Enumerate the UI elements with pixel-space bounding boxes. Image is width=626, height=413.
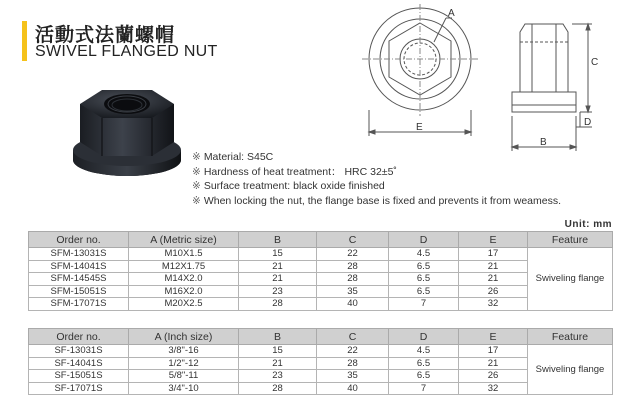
cell-b: 21 <box>239 273 317 286</box>
product-photo <box>66 64 188 186</box>
cell-d: 6.5 <box>389 273 459 286</box>
cell-b: 15 <box>239 345 317 358</box>
cell-order-no: SF-14041S <box>29 357 129 370</box>
col-b: B <box>239 232 317 248</box>
col-e: E <box>459 329 528 345</box>
cell-d: 4.5 <box>389 345 459 358</box>
cell-a: M14X2.0 <box>129 273 239 286</box>
table-header-row <box>29 232 613 248</box>
table-row <box>29 285 613 298</box>
cell-b: 23 <box>239 285 317 298</box>
cell-b: 15 <box>239 248 317 261</box>
cell-order-no: SFM-13031S <box>29 248 129 261</box>
cell-d: 4.5 <box>389 248 459 261</box>
cell-d: 6.5 <box>389 260 459 273</box>
col-d: D <box>389 232 459 248</box>
cell-a: M16X2.0 <box>129 285 239 298</box>
cell-order-no: SF-13031S <box>29 345 129 358</box>
table-row <box>29 273 613 286</box>
table-row <box>29 260 613 273</box>
cell-order-no: SF-17071S <box>29 382 129 395</box>
cell-a: M12X1.75 <box>129 260 239 273</box>
spec-list <box>192 150 561 208</box>
title-accent-bar <box>22 21 27 61</box>
spec-hardness: ※ Hardness of heat treatment： HRC 32±5˚ <box>192 165 397 178</box>
cell-a: M20X2.5 <box>129 298 239 311</box>
table-row <box>29 382 613 395</box>
col-d: D <box>389 329 459 345</box>
metric-size-table <box>28 231 613 311</box>
table-row <box>29 298 613 311</box>
cell-d: 6.5 <box>389 285 459 298</box>
table-header-row <box>29 329 613 345</box>
dim-label-b: B <box>540 137 547 148</box>
table-row <box>29 345 613 358</box>
cell-b: 23 <box>239 370 317 383</box>
cell-c: 35 <box>317 370 389 383</box>
cell-c: 28 <box>317 357 389 370</box>
table-row <box>29 248 613 261</box>
cell-b: 21 <box>239 357 317 370</box>
cell-e: 17 <box>459 345 528 358</box>
cell-a: M10X1.5 <box>129 248 239 261</box>
cell-a: 5/8"-11 <box>129 370 239 383</box>
col-c: C <box>317 329 389 345</box>
cell-d: 7 <box>389 298 459 311</box>
cell-a: 3/4"-10 <box>129 382 239 395</box>
col-c: C <box>317 232 389 248</box>
cell-c: 28 <box>317 260 389 273</box>
cell-c: 28 <box>317 273 389 286</box>
dim-label-a: A <box>448 8 455 19</box>
col-feature: Feature <box>528 232 613 248</box>
cell-order-no: SFM-17071S <box>29 298 129 311</box>
col-a-size: A (Inch size) <box>129 329 239 345</box>
col-e: E <box>459 232 528 248</box>
cell-c: 40 <box>317 382 389 395</box>
cell-d: 6.5 <box>389 370 459 383</box>
cell-e: 21 <box>459 357 528 370</box>
cell-e: 21 <box>459 260 528 273</box>
page-title-chinese: 活動式法蘭螺帽 <box>35 24 176 46</box>
cell-order-no: SFM-14041S <box>29 260 129 273</box>
cell-e: 21 <box>459 273 528 286</box>
page-title-english: SWIVEL FLANGED NUT <box>35 43 218 60</box>
col-a-size: A (Metric size) <box>129 232 239 248</box>
table-row <box>29 357 613 370</box>
cell-e: 17 <box>459 248 528 261</box>
cell-a: 3/8"-16 <box>129 345 239 358</box>
cell-c: 40 <box>317 298 389 311</box>
inch-size-table <box>28 328 613 395</box>
dim-label-e: E <box>416 122 423 133</box>
cell-b: 28 <box>239 382 317 395</box>
cell-b: 28 <box>239 298 317 311</box>
cell-order-no: SF-15051S <box>29 370 129 383</box>
cell-c: 35 <box>317 285 389 298</box>
cell-e: 32 <box>459 298 528 311</box>
cell-order-no: SFM-15051S <box>29 285 129 298</box>
cell-order-no: SFM-14545S <box>29 273 129 286</box>
dim-label-d: D <box>584 117 592 128</box>
technical-drawing <box>362 4 612 154</box>
table-row <box>29 370 613 383</box>
cell-c: 22 <box>317 248 389 261</box>
col-b: B <box>239 329 317 345</box>
cell-d: 6.5 <box>389 357 459 370</box>
cell-feature: Swiveling flange <box>528 248 613 311</box>
cell-e: 32 <box>459 382 528 395</box>
col-feature: Feature <box>528 329 613 345</box>
cell-e: 26 <box>459 285 528 298</box>
spec-locking-note: ※ When locking the nut, the flange base is fixed and prevents it from weamess. <box>192 194 562 207</box>
dim-label-c: C <box>591 57 599 68</box>
spec-surface: ※ Surface treatment: black oxide finished <box>192 180 385 193</box>
cell-c: 22 <box>317 345 389 358</box>
cell-e: 26 <box>459 370 528 383</box>
col-order-no: Order no. <box>29 329 129 345</box>
cell-feature: Swiveling flange <box>528 345 613 395</box>
cell-d: 7 <box>389 382 459 395</box>
cell-a: 1/2"-12 <box>129 357 239 370</box>
unit-label: Unit: mm <box>564 219 612 230</box>
spec-material: ※ Material: S45C <box>192 151 274 163</box>
cell-b: 21 <box>239 260 317 273</box>
col-order-no: Order no. <box>29 232 129 248</box>
